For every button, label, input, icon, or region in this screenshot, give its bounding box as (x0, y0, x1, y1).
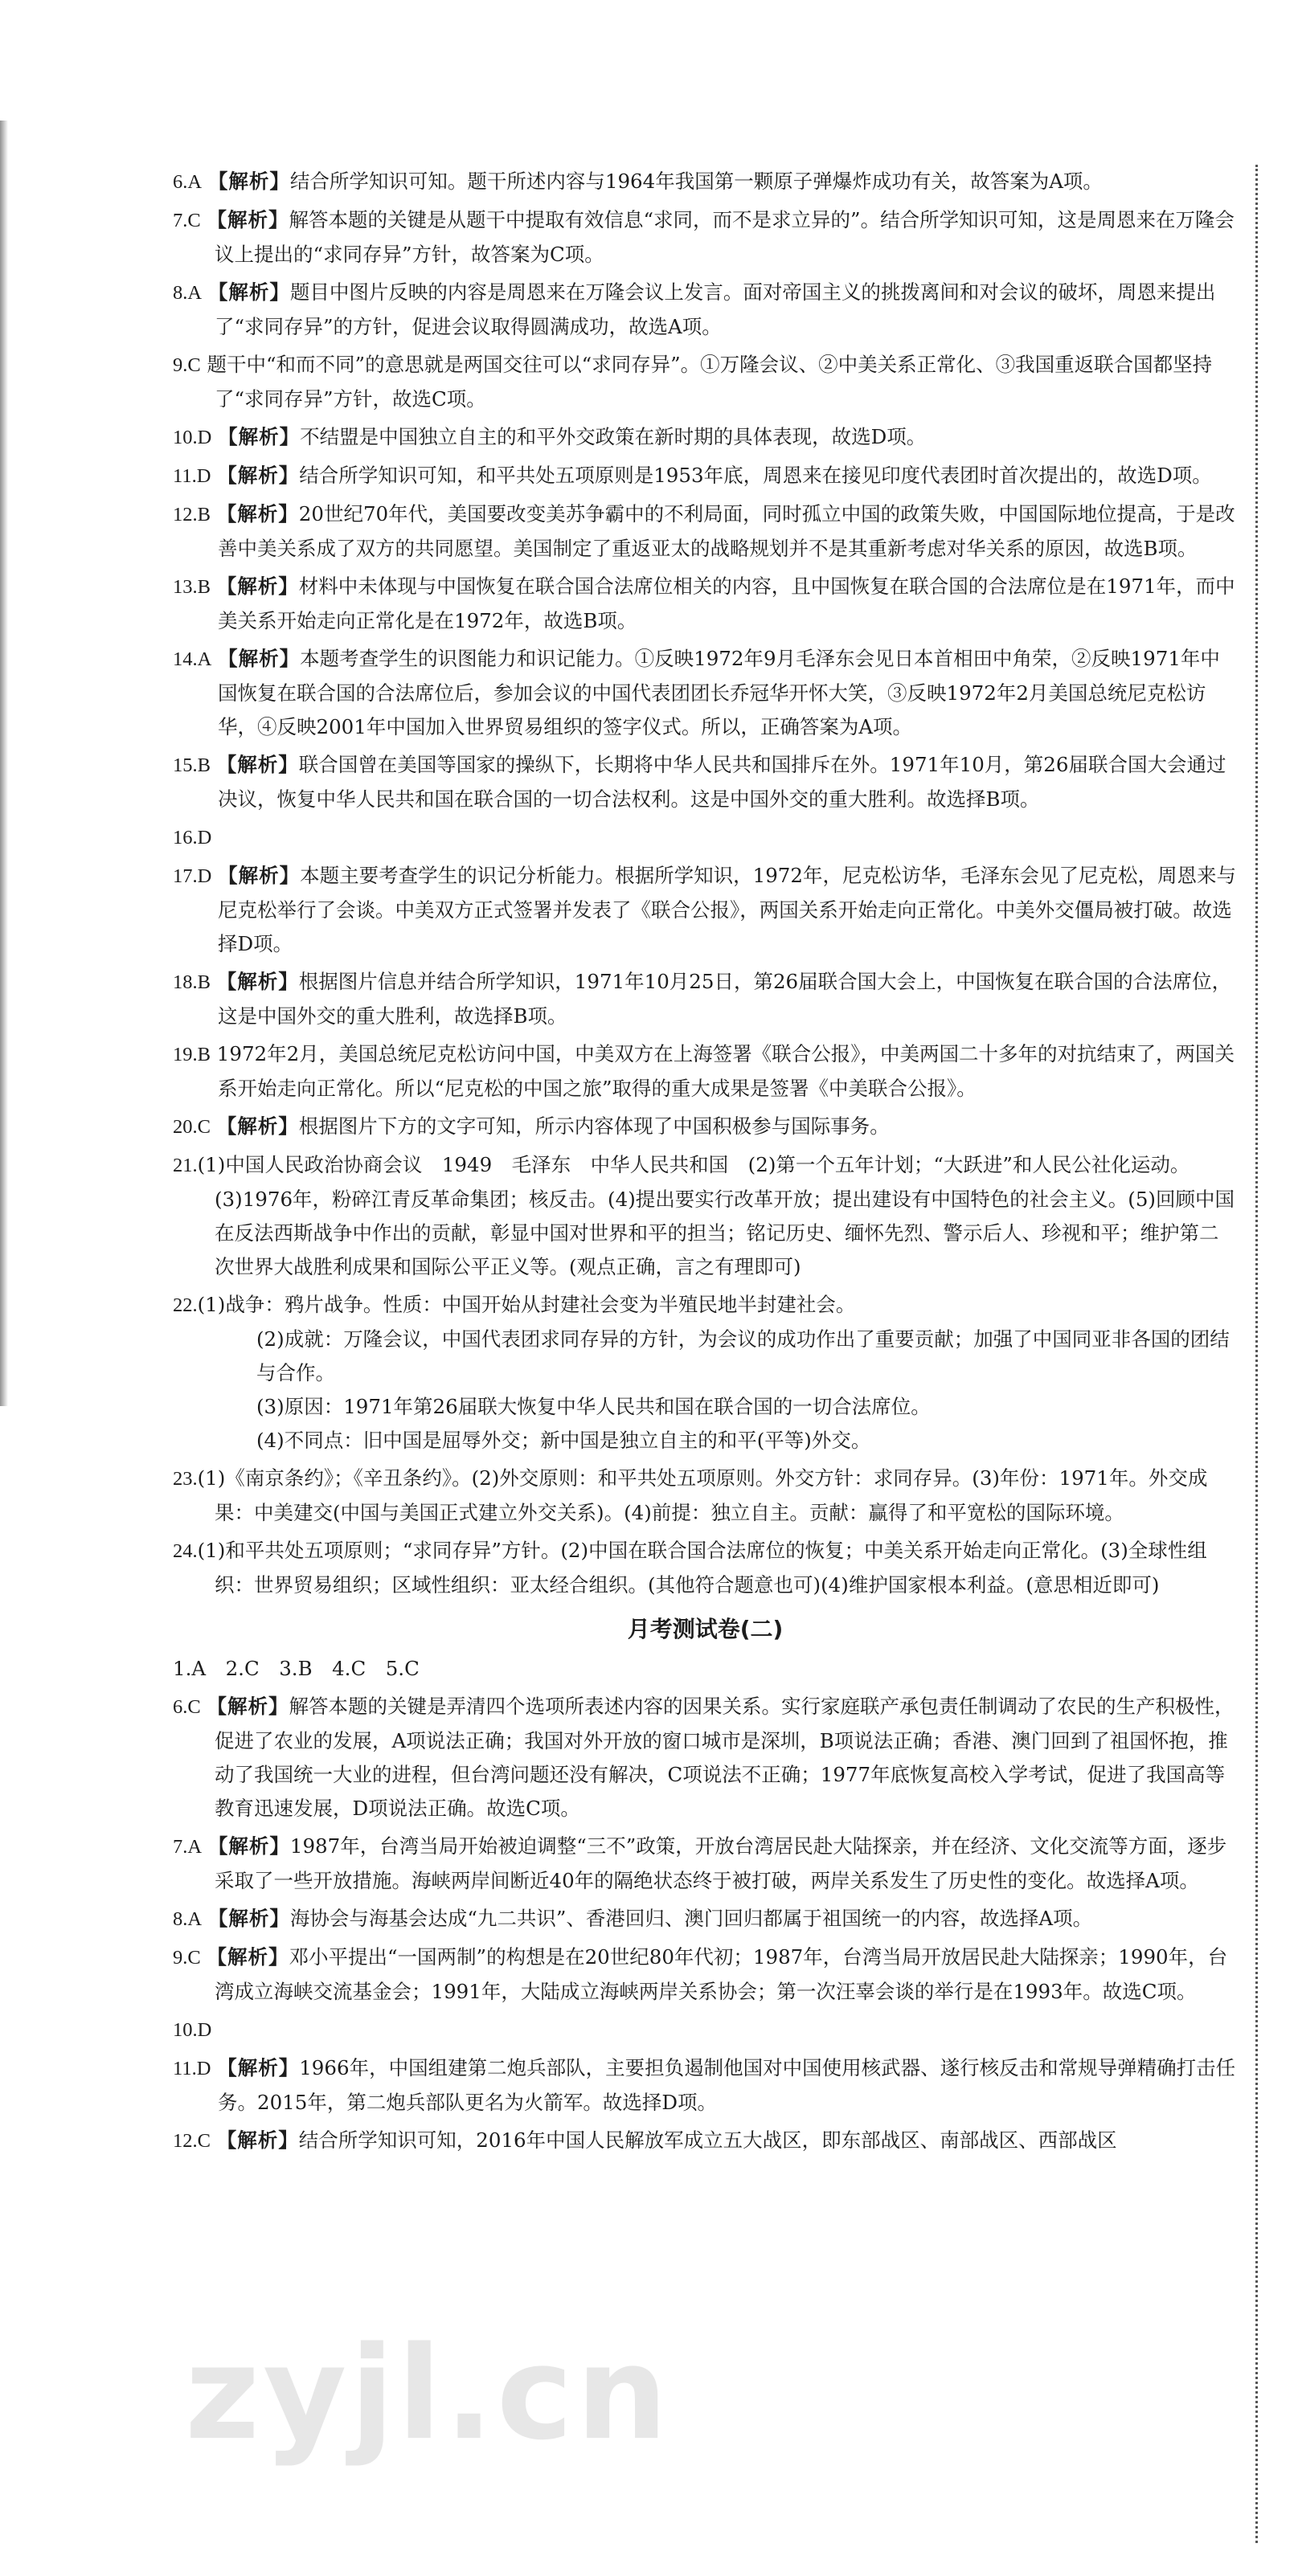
answer-item (173, 165, 1238, 199)
answer-text: 邓小平提出“一国两制”的构想是在20世纪80年代初；1987年，台湾当局开放居民赴大陆探亲；1990年，台湾成立海峡交流基金会；1991年，大陆成立海峡两岸关系协会；第一次汪辜会谈的举行是在1993年。故选C项。 (215, 1945, 1228, 2003)
question-number: 18.B (173, 971, 211, 993)
answer-line: (2)成就：万隆会议，中国代表团求同存异的方针，为会议的成功作出了重要贡献；加强了中国同亚非各国的团结与合作。 (256, 1327, 1230, 1384)
answer-text: 海协会与海基会达成“九二共识”、香港回归、澳门回归都属于祖国统一的内容，故选择A项。 (289, 1907, 1093, 1930)
question-number: 6.C (173, 1696, 201, 1718)
analysis-tag: 【解析】 (217, 464, 300, 487)
analysis-tag: 【解析】 (216, 970, 299, 993)
analysis-tag: 【解析】 (217, 2056, 300, 2079)
answer-text: 解答本题的关键是弄清四个选项所表述内容的因果关系。实行家庭联产承包责任制调动了农民的生产积极性，促进了农业的发展，A项说法正确；我国对外开放的窗口城市是深圳，B项说法正确；香港、澳门回到了祖国怀抱，推动了我国统一大业的进程，但台湾问题还没有解决，C项说法不正确；1977年底恢复高校入学考试，促进了我国高等教育迅速发展，D项说法正确。故选C项。 (215, 1695, 1235, 1820)
question-number: 23. (173, 1468, 198, 1490)
answer-text: (1)中国人民政治协商会议 1949 毛泽东 中华人民共和国 (2)第一个五年计划；“大跃进”和人民公社化运动。(3)1976年，粉碎江青反革命集团；核反击。(4)提出要实行改革开放；提出建设有中国特色的社会主义。(5)回顾中国在反法西斯战争中作出的贡献，彰显中国对世界和平的担当；铭记历史、缅怀先烈、警示后人、珍视和平；维护第二次世界大战胜利成果和国际公平正义等。(观点正确，言之有理即可) (197, 1153, 1235, 1278)
analysis-tag: 【解析】 (216, 1114, 299, 1138)
answer-item (173, 1037, 1238, 1106)
answer-text: 结合所学知识可知。题干所述内容与1964年我国第一颗原子弹爆炸成功有关，故答案为A项。 (289, 170, 1103, 193)
answer-item (173, 2051, 1238, 2120)
answer-text: 联合国曾在美国等国家的操纵下，长期将中华人民共和国排斥在外。1971年10月，第26届联合国大会通过决议，恢复中华人民共和国在联合国的一切合法权利。这是中国外交的重大胜利。故选择B项。 (218, 753, 1226, 811)
answer-item-24 (173, 1534, 1238, 1602)
answer-text: 解答本题的关键是从题干中提取有效信息“求同，而不是求立异的”。结合所学知识可知，这是周恩来在万隆会议上提出的“求同存异”方针，故答案为C项。 (215, 208, 1235, 266)
answer-item-21 (173, 1148, 1238, 1284)
binding-edge-shadow (0, 121, 8, 1406)
question-number: 7.A (173, 1836, 203, 1858)
answer-text: 1972年2月，美国总统尼克松访问中国，中美双方在上海签署《联合公报》，中美两国二十多年的对抗结束了，两国关系开始走向正常化。所以“尼克松的中国之旅”取得的重大成果是签署《中美联合公报》。 (216, 1042, 1235, 1100)
answer-text: 题干中“和而不同”的意思就是两国交往可以“求同存异”。①万隆会议、②中美关系正常化、③我国重返联合国都坚持了“求同存异”方针，故选C项。 (207, 353, 1213, 411)
choice-answers: 1.A 2.C 3.B 4.C 5.C (173, 1657, 420, 1680)
analysis-tag: 【解析】 (218, 647, 301, 670)
answer-item (173, 1690, 1238, 1826)
analysis-tag: 【解析】 (207, 208, 289, 231)
analysis-tag: 【解析】 (216, 574, 299, 598)
answer-text: 20世纪70年代，美国要改变美苏争霸中的不利局面，同时孤立中国的政策失败，中国国际地位提高，于是改善中美关系成了双方的共同愿望。美国制定了重返亚太的战略规划并不是其重新考虑对华关系的原因，故选B项。 (218, 502, 1235, 560)
answer-item (173, 642, 1238, 744)
answer-text: 根据图片下方的文字可知，所示内容体现了中国积极参与国际事务。 (298, 1114, 890, 1138)
watermark-text: zyjl.cn (185, 2318, 671, 2468)
analysis-tag: 【解析】 (216, 2128, 299, 2152)
answer-item (173, 1902, 1238, 1936)
analysis-tag: 【解析】 (207, 1834, 290, 1858)
question-number: 10.D (173, 427, 212, 448)
question-number: 20.C (173, 1116, 211, 1138)
answer-item (173, 965, 1238, 1033)
answer-list-1 (173, 165, 1238, 1144)
analysis-tag: 【解析】 (218, 425, 301, 448)
question-number: 19.B (173, 1044, 211, 1065)
question-number: 10.D (173, 2019, 212, 2041)
answer-text: 题目中图片反映的内容是周恩来在万隆会议上发言。面对帝国主义的挑拨离间和对会议的破坏，周恩来提出了“求同存异”的方针，促进会议取得圆满成功，故选A项。 (215, 280, 1216, 338)
analysis-tag: 【解析】 (207, 280, 290, 304)
answer-item (173, 2124, 1238, 2158)
answer-text: 结合所学知识可知，2016年中国人民解放军成立五大战区，即东部战区、南部战区、西部战区 (298, 2128, 1117, 2152)
question-number: 9.C (173, 354, 201, 376)
question-number: 11.D (173, 2058, 211, 2079)
question-number: 16.D (173, 827, 212, 848)
answer-item (173, 348, 1238, 416)
answer-line: (1)战争：鸦片战争。性质：中国开始从封建社会变为半殖民地半封建社会。 (197, 1293, 856, 1316)
answer-text: 1987年，台湾当局开始被迫调整“三不”政策，开放台湾居民赴大陆探亲，并在经济、文化交流等方面，逐步采取了一些开放措施。海峡两岸间断近40年的隔绝状态终于被打破，两岸关系发生了历史性的变化。故选择A项。 (215, 1834, 1227, 1892)
question-number: 6.A (173, 171, 203, 193)
analysis-tag: 【解析】 (207, 1695, 289, 1718)
analysis-tag: 【解析】 (216, 753, 299, 776)
dotted-cut-line (1255, 165, 1258, 2543)
answer-text: 本题考查学生的识图能力和识记能力。①反映1972年9月毛泽东会见日本首相田中角荣，②反映1971年中国恢复在联合国的合法席位后，参加会议的中国代表团团长乔冠华开怀大笑，③反映1972年2月美国总统尼克松访华，④反映2001年中国加入世界贸易组织的签字仪式。所以，正确答案为A项。 (218, 647, 1220, 738)
answer-text: 不结盟是中国独立自主的和平外交政策在新时期的具体表现，故选D项。 (300, 425, 927, 448)
question-number: 14.A (173, 648, 212, 670)
answer-item (173, 1830, 1238, 1898)
answer-line: (4)不同点：旧中国是屈辱外交；新中国是独立自主的和平(平等)外交。 (256, 1429, 871, 1452)
question-number: 7.C (173, 210, 201, 231)
answer-text: 本题主要考查学生的识记分析能力。根据所学知识，1972年，尼克松访华，毛泽东会见了尼克松，周恩来与尼克松举行了会谈。中美双方正式签署并发表了《联合公报》，两国关系开始走向正常化。中美外交僵局被打破。故选择D项。 (218, 864, 1236, 955)
answer-item (173, 420, 1238, 455)
analysis-tag: 【解析】 (207, 1907, 290, 1930)
answer-item (173, 748, 1238, 816)
question-number: 15.B (173, 754, 211, 776)
answer-item (173, 276, 1238, 344)
analysis-tag: 【解析】 (207, 1945, 289, 1969)
answer-list-2 (173, 1690, 1238, 2158)
answer-text: 结合所学知识可知，和平共处五项原则是1953年底，周恩来在接见印度代表团时首次提出的，故选D项。 (299, 464, 1212, 487)
answer-item (173, 820, 1238, 855)
answer-item (173, 203, 1238, 272)
answer-text: 材料中未体现与中国恢复在联合国合法席位相关的内容，且中国恢复在联合国的合法席位是在1971年，而中美关系开始走向正常化是在1972年，故选B项。 (218, 574, 1235, 632)
answer-text: (1)和平共处五项原则；“求同存异”方针。(2)中国在联合国合法席位的恢复；中美关系开始走向正常化。(3)全球性组织：世界贸易组织；区域性组织：亚太经合组织。(其他符合题意也可)(4)维护国家根本利益。(意思相近即可) (197, 1539, 1207, 1597)
analysis-tag: 【解析】 (216, 502, 299, 525)
answer-item-23 (173, 1462, 1238, 1530)
question-number: 13.B (173, 576, 211, 598)
answer-item (173, 459, 1238, 493)
answer-text: 根据图片信息并结合所学知识，1971年10月25日，第26届联合国大会上，中国恢复在联合国的合法席位，这是中国外交的重大胜利，故选择B项。 (218, 970, 1232, 1028)
question-number: 21. (173, 1155, 198, 1176)
answer-item (173, 1110, 1238, 1144)
answer-item (173, 1940, 1238, 2009)
answer-item (173, 497, 1238, 566)
question-number: 12.C (173, 2130, 211, 2152)
question-number: 22. (173, 1294, 198, 1316)
analysis-tag: 【解析】 (218, 864, 301, 887)
answer-text: (1)《南京条约》；《辛丑条约》。(2)外交原则：和平共处五项原则。外交方针：求同存异。(3)年份：1971年。外交成果：中美建交(中国与美国正式建立外交关系)。(4)前提：独立自主。贡献：赢得了和平宽松的国际环境。 (197, 1466, 1208, 1524)
question-number: 9.C (173, 1947, 201, 1969)
answer-text: 1966年，中国组建第二炮兵部队，主要担负遏制他国对中国使用核武器、遂行核反击和常规导弹精确打击任务。2015年，第二炮兵部队更名为火箭军。故选择D项。 (218, 2056, 1236, 2114)
answer-item (173, 859, 1238, 961)
answer-line: (3)原因：1971年第26届联大恢复中华人民共和国在联合国的一切合法席位。 (256, 1395, 931, 1418)
question-number: 8.A (173, 282, 203, 304)
question-number: 11.D (173, 465, 211, 487)
section-title: 月考测试卷(二) (627, 1616, 784, 1642)
question-number: 24. (173, 1540, 198, 1562)
answer-content (173, 165, 1238, 2162)
answer-item (173, 570, 1238, 638)
question-number: 17.D (173, 865, 212, 887)
question-number: 12.B (173, 504, 211, 525)
question-number: 8.A (173, 1908, 203, 1930)
answer-item (173, 2013, 1238, 2047)
analysis-tag: 【解析】 (207, 170, 290, 193)
answer-item-22 (173, 1288, 1238, 1458)
